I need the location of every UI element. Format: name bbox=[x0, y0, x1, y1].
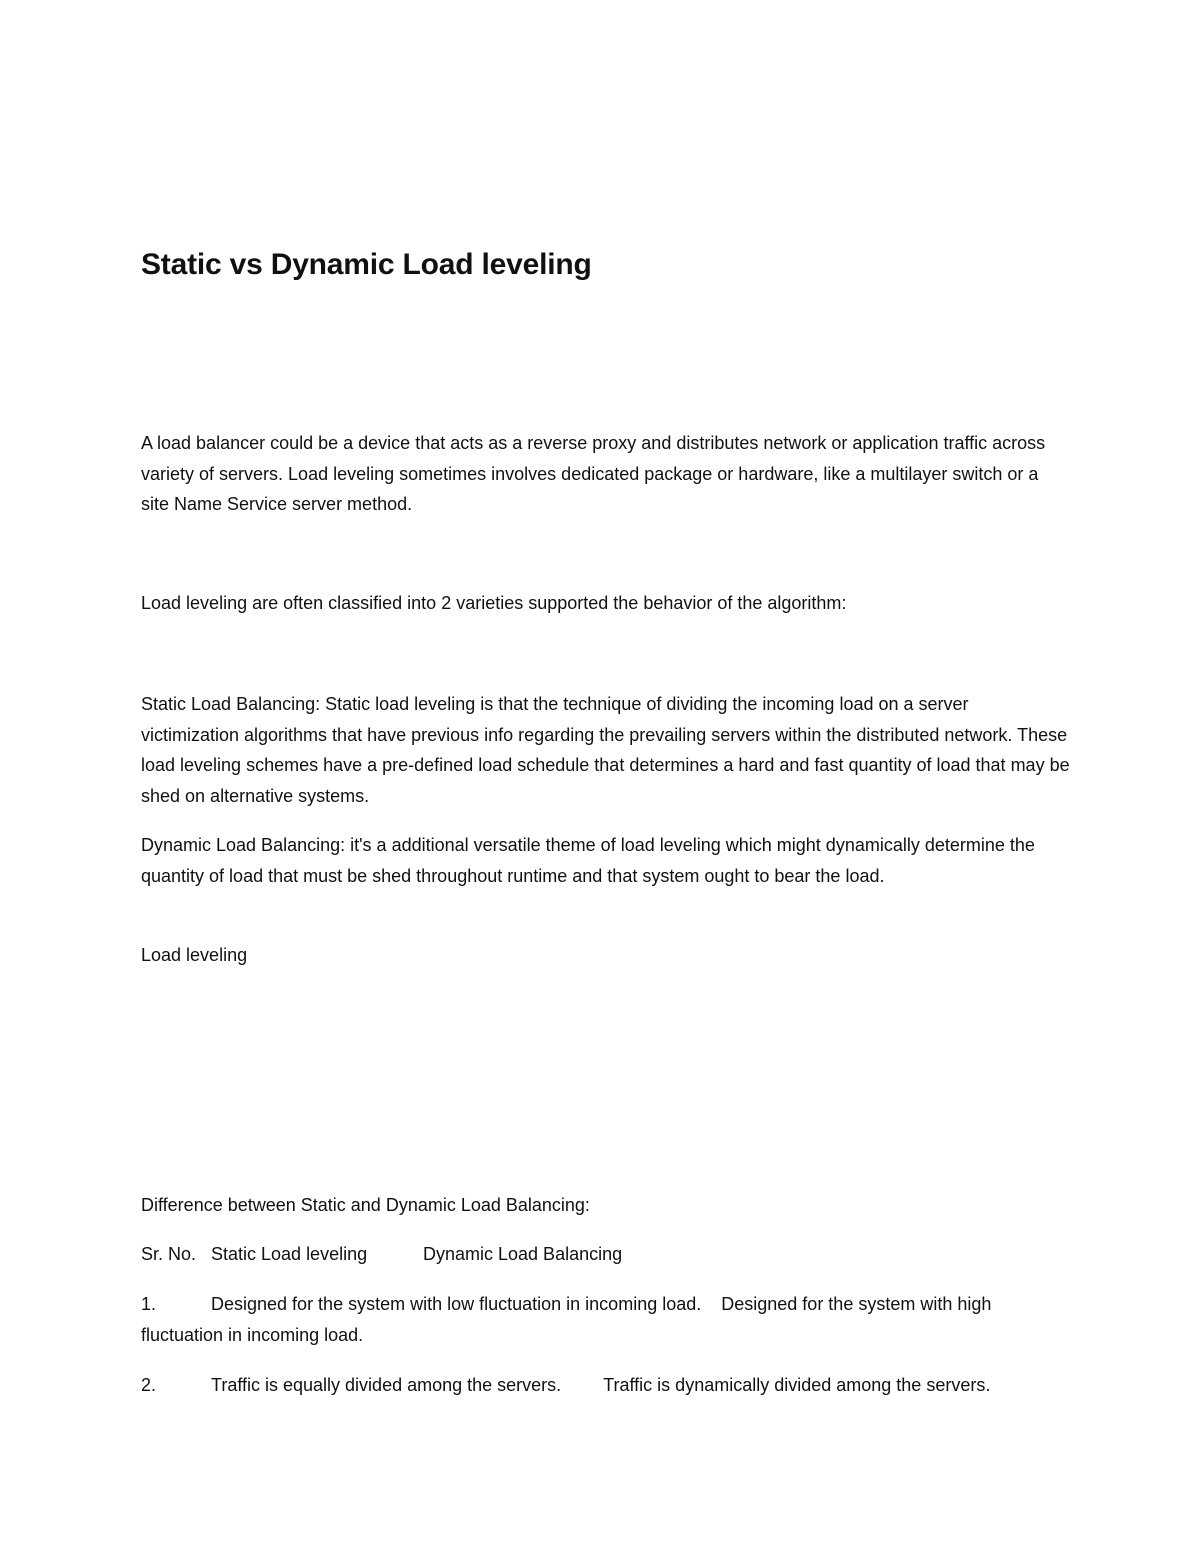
table-header-row bbox=[141, 1239, 1071, 1270]
table-row bbox=[141, 1289, 1071, 1350]
header-sr-no: Sr. No. bbox=[141, 1244, 197, 1264]
difference-heading: Difference between Static and Dynamic Load Balancing: bbox=[141, 1195, 590, 1215]
row-2-dynamic: Traffic is dynamically divided among the servers. bbox=[603, 1375, 991, 1395]
document-title: Static vs Dynamic Load leveling bbox=[141, 248, 592, 281]
intro-paragraph: A load balancer could be a device that acts as a reverse proxy and distributes network or application traffic across variety of servers. Load leveling sometimes involves dedicated package or hardware, like a multilayer switch or a site Name Service server method. bbox=[141, 433, 1046, 514]
static-load-balancing-paragraph: Static Load Balancing: Static load leveling is that the technique of dividing the incoming load on a server victimization algorithms that have previous info regarding the prevailing servers within the distributed network. These load leveling schemes have a pre-defined load schedule that determines a hard and fast quantity of load that may be shed on alternative systems. bbox=[141, 694, 1070, 806]
classification-paragraph: Load leveling are often classified into 2 varieties supported the behavior of the algorithm: bbox=[141, 593, 847, 613]
header-dynamic: Dynamic Load Balancing bbox=[423, 1244, 623, 1264]
row-1-static: Designed for the system with low fluctuation in incoming load. bbox=[211, 1294, 702, 1314]
row-2-static: Traffic is equally divided among the servers. bbox=[211, 1375, 562, 1395]
row-1-dynamic: Designed for the system with high fluctuation in incoming load. bbox=[141, 1294, 992, 1345]
table-row bbox=[141, 1370, 1071, 1401]
load-leveling-label: Load leveling bbox=[141, 945, 248, 965]
header-static: Static Load leveling bbox=[211, 1244, 368, 1264]
row-1-sr-no: 1. bbox=[141, 1294, 157, 1314]
row-2-sr-no: 2. bbox=[141, 1375, 157, 1395]
dynamic-load-balancing-paragraph: Dynamic Load Balancing: it's a additional versatile theme of load leveling which might dynamically determine the quantity of load that must be shed throughout runtime and that system ought to bear the load. bbox=[141, 835, 1035, 886]
